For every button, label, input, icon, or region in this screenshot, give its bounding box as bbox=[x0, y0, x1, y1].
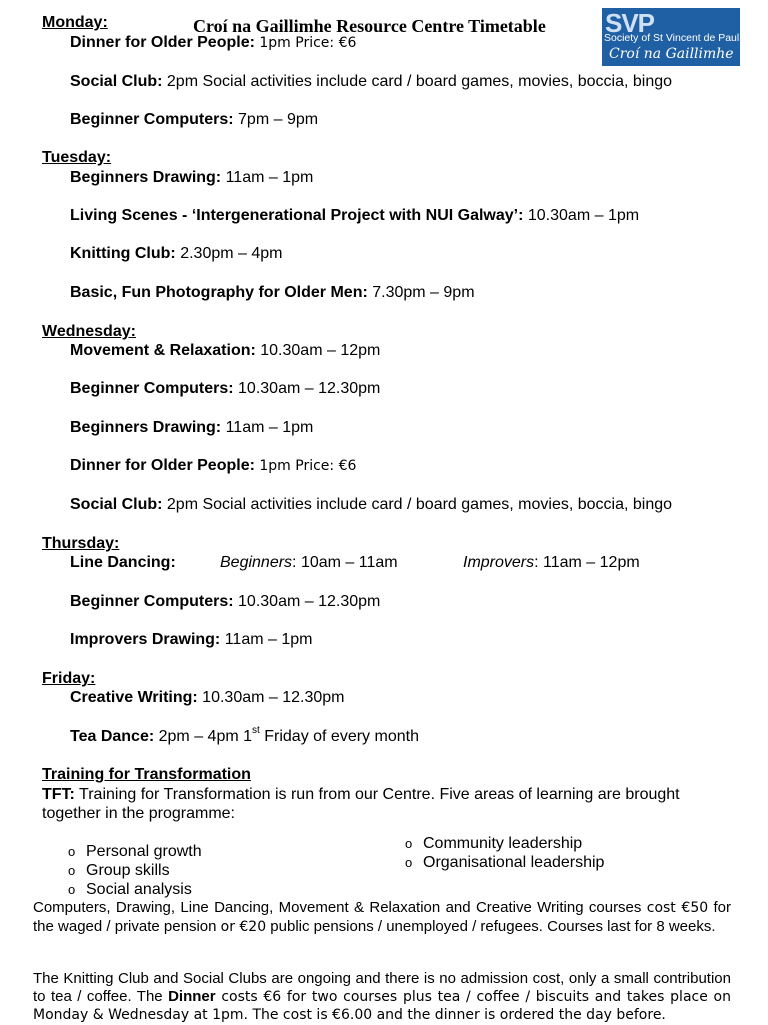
costs-text: Dinner bbox=[168, 987, 216, 1005]
wednesday-drawing-value: 11am – 1pm bbox=[221, 419, 314, 436]
friday-tea-value: 2pm – 4pm 1 bbox=[154, 728, 253, 745]
wednesday-movement-label: Movement & Relaxation: bbox=[70, 342, 256, 359]
thursday-beginners-label: Beginners bbox=[220, 554, 293, 571]
wednesday-social bbox=[70, 495, 672, 514]
tuesday-drawing bbox=[70, 168, 313, 187]
wednesday-computers-value: 10.30am – 12.30pm bbox=[233, 380, 381, 397]
monday-social-value: 2pm Social activities include card / board games, movies, boccia, bingo bbox=[162, 73, 673, 90]
thursday-improvers-value: : 11am – 12pm bbox=[534, 554, 640, 571]
wednesday-computers-label: Beginner Computers: bbox=[70, 380, 234, 397]
thursday-drawing-label: Improvers Drawing: bbox=[70, 631, 221, 648]
bullet-item bbox=[68, 880, 192, 899]
monday-social-label: Social Club: bbox=[70, 73, 163, 90]
thursday-heading: Thursday: bbox=[42, 535, 120, 552]
wednesday-dinner-value: 1pm Price: €6 bbox=[254, 458, 357, 474]
monday-computers bbox=[70, 110, 318, 129]
tuesday-drawing-value: 11am – 1pm bbox=[221, 169, 314, 186]
courses-cost-paragraph bbox=[33, 899, 731, 936]
bullet-marker: o bbox=[68, 844, 76, 859]
friday-tea-label: Tea Dance: bbox=[70, 728, 155, 745]
wednesday-dinner-label: Dinner for Older People: bbox=[70, 457, 255, 474]
tuesday-knitting-value: 2.30pm – 4pm bbox=[175, 245, 283, 262]
monday-dinner bbox=[70, 33, 356, 53]
tuesday-knitting-label: Knitting Club: bbox=[70, 245, 176, 262]
friday-tea-suffix: Friday of every month bbox=[259, 728, 419, 745]
tuesday-living-value: 10.30am – 1pm bbox=[523, 207, 640, 224]
bullet-item bbox=[405, 853, 604, 872]
wednesday-computers bbox=[70, 379, 380, 398]
monday-social bbox=[70, 72, 672, 91]
thursday-line-dancing-label: Line Dancing: bbox=[70, 554, 176, 571]
costs-text: public pensions / unemployed / refugees. Courses last for 8 weeks. bbox=[266, 917, 716, 935]
page-title: Croí na Gaillimhe Resource Centre Timetable bbox=[193, 16, 546, 36]
bullet-marker: o bbox=[68, 863, 76, 878]
tft-line-1 bbox=[42, 785, 680, 804]
thursday-line-beginners bbox=[220, 553, 398, 572]
friday-writing bbox=[70, 688, 345, 707]
friday-writing-value: 10.30am – 12.30pm bbox=[197, 689, 345, 706]
thursday-computers-value: 10.30am – 12.30pm bbox=[233, 593, 381, 610]
costs-text: The Knitting Club and Social Clubs are ongoing and there is no admission cost, only a small contribution to tea / coffee. The bbox=[33, 970, 731, 1005]
thursday-line-improvers bbox=[463, 553, 640, 572]
friday-writing-label: Creative Writing: bbox=[70, 689, 198, 706]
monday-computers-value: 7pm – 9pm bbox=[233, 111, 319, 128]
tuesday-drawing-label: Beginners Drawing: bbox=[70, 169, 222, 186]
costs-text: or €20 bbox=[220, 918, 267, 935]
monday-heading: Monday: bbox=[42, 14, 108, 31]
tuesday-photo-label: Basic, Fun Photography for Older Men: bbox=[70, 284, 368, 301]
bullet-marker: o bbox=[405, 836, 413, 851]
thursday-computers-label: Beginner Computers: bbox=[70, 593, 234, 610]
monday-dinner-value: 1pm Price: €6 bbox=[254, 35, 357, 51]
costs-text: Computers, Drawing, Line Dancing, Movement & Relaxation and Creative Writing courses bbox=[33, 899, 647, 916]
bullet-item bbox=[405, 834, 582, 853]
svp-logo: SVP Society of St Vincent de Paul Croí na Gaillimhe bbox=[602, 8, 740, 66]
clubs-dinner-paragraph bbox=[33, 970, 731, 1025]
costs-text: costs €6 for two courses plus tea / coffee / biscuits and takes place on Monday & Wednesday at 1pm. The cost is €6.00 and the dinner is ordered the day before. bbox=[33, 988, 731, 1023]
bullet-label: Social analysis bbox=[86, 881, 192, 898]
friday-tea-sup: st bbox=[252, 724, 260, 736]
costs-text: for the waged / private pension bbox=[33, 899, 732, 935]
wednesday-drawing bbox=[70, 418, 313, 437]
wednesday-dinner bbox=[70, 456, 356, 476]
wednesday-movement-value: 10.30am – 12pm bbox=[255, 342, 381, 359]
bullet-label: Group skills bbox=[86, 862, 170, 879]
monday-dinner-label: Dinner for Older People: bbox=[70, 34, 255, 51]
training-heading: Training for Transformation bbox=[42, 766, 251, 783]
wednesday-drawing-label: Beginners Drawing: bbox=[70, 419, 222, 436]
bullet-marker: o bbox=[68, 882, 76, 897]
wednesday-movement bbox=[70, 341, 380, 360]
thursday-drawing-value: 11am – 1pm bbox=[220, 631, 313, 648]
tuesday-living-scenes bbox=[70, 206, 639, 225]
bullet-label: Community leadership bbox=[423, 835, 583, 852]
thursday-computers bbox=[70, 592, 380, 611]
thursday-improvers-label: Improvers bbox=[463, 554, 535, 571]
wednesday-social-label: Social Club: bbox=[70, 496, 163, 513]
thursday-drawing bbox=[70, 630, 312, 649]
wednesday-social-value: 2pm Social activities include card / board games, movies, boccia, bingo bbox=[162, 496, 673, 513]
tft-label: TFT: bbox=[42, 786, 75, 803]
tft-text-line1: Training for Transformation is run from our Centre. Five areas of learning are brought bbox=[74, 786, 680, 803]
bullet-label: Personal growth bbox=[86, 843, 202, 860]
tuesday-knitting bbox=[70, 244, 282, 263]
thursday-beginners-value: : 10am – 11am bbox=[292, 554, 398, 571]
costs-text: cost €50 bbox=[646, 900, 709, 916]
friday-heading: Friday: bbox=[42, 670, 96, 687]
bullet-label: Organisational leadership bbox=[423, 854, 605, 871]
bullet-marker: o bbox=[405, 855, 413, 870]
monday-computers-label: Beginner Computers: bbox=[70, 111, 234, 128]
tuesday-living-label: Living Scenes - ‘Intergenerational Project with NUI Galway’: bbox=[70, 207, 524, 224]
wednesday-heading: Wednesday: bbox=[42, 323, 136, 340]
bullet-item bbox=[68, 861, 170, 880]
tuesday-photography bbox=[70, 283, 475, 302]
tuesday-heading: Tuesday: bbox=[42, 149, 112, 166]
tft-line-2: together in the programme: bbox=[42, 805, 235, 822]
tuesday-photo-value: 7.30pm – 9pm bbox=[367, 284, 475, 301]
friday-tea-dance bbox=[70, 724, 419, 746]
bullet-item bbox=[68, 842, 202, 861]
